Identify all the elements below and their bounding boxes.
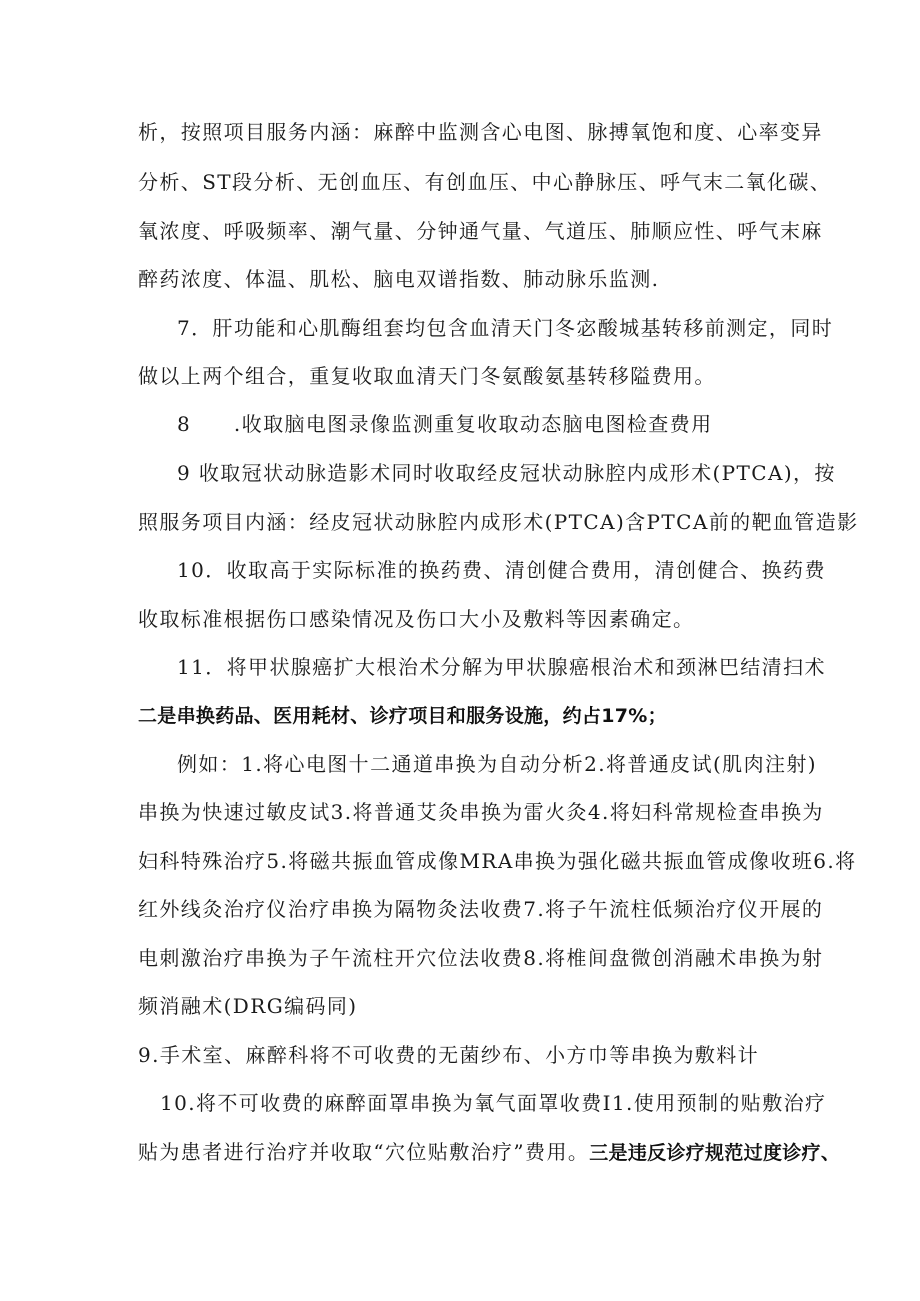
text-line: 9 收取冠状动脉造影术同时收取经皮冠状动脉腔内成形术(PTCA)，按 (177, 461, 836, 485)
text-line (138, 1140, 840, 1165)
text-line: 10．收取高于实际标准的换药费、清创健合费用，清创健合、换药费 (177, 558, 826, 582)
section-heading: 二是串换药品、医用耗材、诊疗项目和服务设施，约占17%； (138, 705, 667, 727)
text-segment: 贴为患者进行治疗并收取“穴位贴敷治疗”费用。 (138, 1140, 590, 1164)
text-line: 氧浓度、呼吸频率、潮气量、分钟通气量、气道压、肺顺应性、呼气末麻 (138, 219, 823, 243)
text-line: 照服务项目内涵：经皮冠状动脉腔内成形术(PTCA)含PTCA前的靶血管造影 (138, 510, 859, 534)
text-line: 收取标准根据伤口感染情况及伤口大小及敷料等因素确定。 (138, 607, 695, 631)
text-line: 做以上两个组合，重复收取血清天门冬氨酸氨基转移隘费用。 (138, 364, 716, 388)
text-line: 10.将不可收费的麻醉面罩串换为氧气面罩收费I1.使用预制的贴敷治疗 (160, 1091, 827, 1115)
text-line: 串换为快速过敏皮试3.将普通艾灸串换为雷火灸4.将妇科常规检查串换为 (138, 800, 824, 824)
section-heading: 三是违反诊疗规范过度诊疗、 (589, 1142, 841, 1164)
text-line: 红外线灸治疗仪治疗串换为隔物灸法收费7.将子午流柱低频治疗仪开展的 (138, 897, 824, 921)
text-line: 电刺激治疗串换为子午流柱开穴位法收费8.将椎间盘微创消融术串换为射 (138, 946, 824, 970)
text-line: 醉药浓度、体温、肌松、脑电双谱指数、肺动脉乐监测. (138, 267, 660, 291)
text-line: 11．将甲状腺癌扩大根治术分解为甲状腺癌根治术和颈淋巴结清扫术 (177, 655, 826, 679)
text-line: 9.手术室、麻醉科将不可收费的无菌纱布、小方巾等串换为敷料计 (138, 1043, 760, 1067)
text-line: 8 .收取脑电图录像监测重复收取动态脑电图检查费用 (177, 412, 713, 436)
text-line: 7．肝功能和心肌酶组套均包含血清天门冬宓酸城基转移前测定，同时 (177, 316, 834, 340)
text-line: 频消融术(DRG编码同) (138, 994, 358, 1018)
text-line: 分析、ST段分析、无创血压、有创血压、中心静脉压、呼气末二氧化碳、 (138, 170, 832, 194)
text-line: 例如：1.将心电图十二通道串换为自动分析2.将普通皮试(肌肉注射) (177, 752, 817, 776)
text-line: 妇科特殊治疗5.将磁共振血管成像MRA串换为强化磁共振血管成像收班6.将 (138, 849, 857, 873)
text-line: 析，按照项目服务内涵：麻醉中监测含心电图、脉搏氧饱和度、心率变异 (138, 120, 823, 144)
